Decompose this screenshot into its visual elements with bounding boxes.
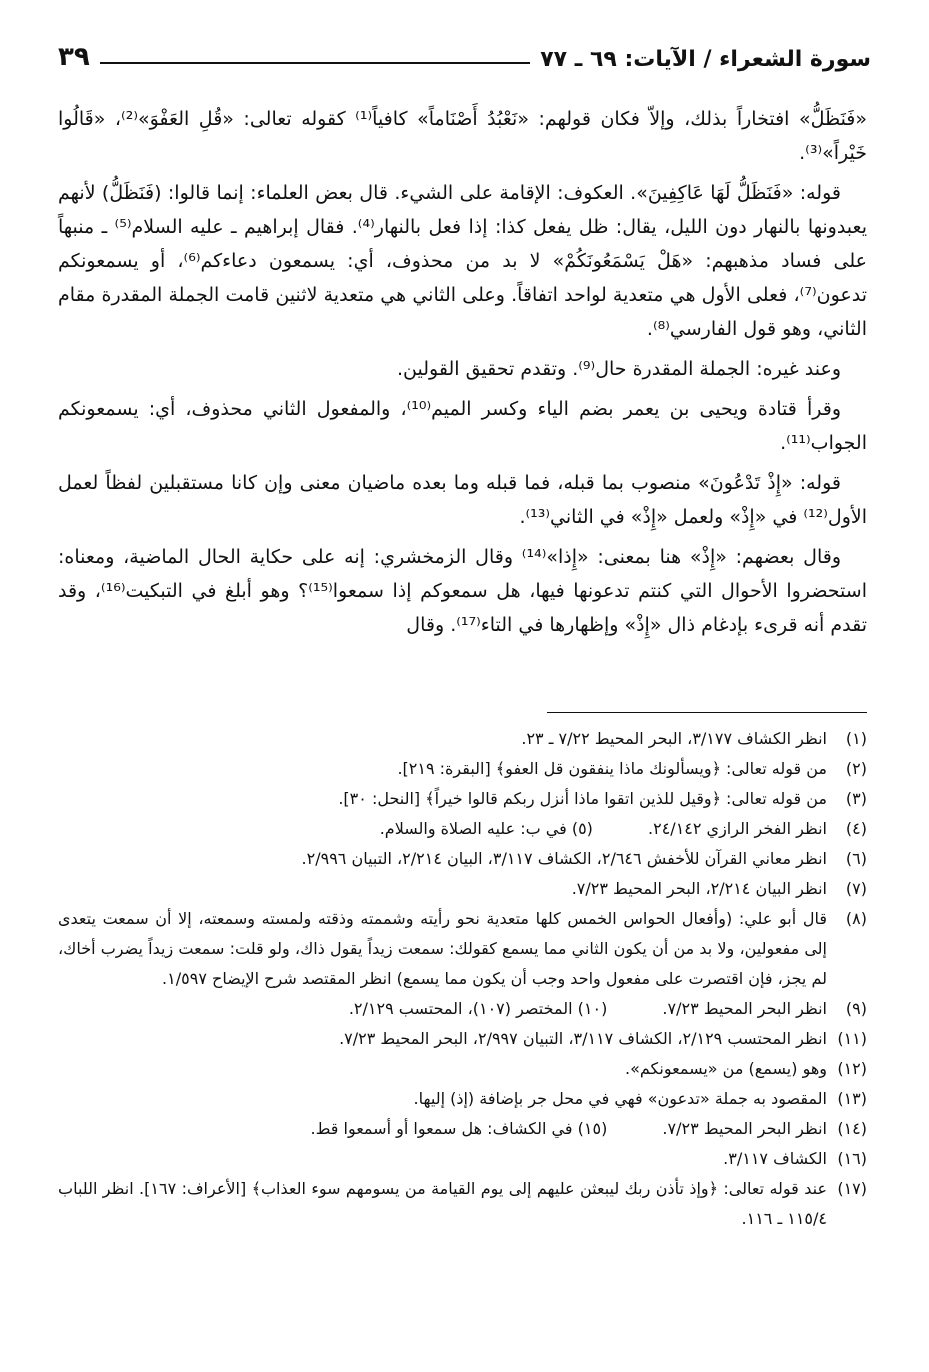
footnote	[58, 874, 867, 904]
footnote-number: (١٥)	[577, 1119, 608, 1138]
footnote-number: (٣)	[845, 789, 867, 808]
footnote	[58, 784, 867, 814]
footnote-number: (٩)	[845, 999, 867, 1018]
page-header	[58, 36, 871, 72]
footnote-text: انظر البحر المحيط ٧/٢٣.	[662, 1119, 827, 1138]
footnotes	[58, 724, 867, 1234]
footnote	[58, 814, 867, 844]
footnote-number: (١٧)	[837, 1179, 867, 1198]
paragraph: وعند غيره: الجملة المقدرة حال⁽⁹⁾. وتقدم تحقيق القولين.	[397, 358, 841, 380]
footnote	[58, 904, 867, 994]
footnote	[58, 994, 867, 1024]
footnote-text: قال أبو علي: (وأفعال الحواس الخمس كلها متعدية نحو رأيته وشممته وذقته ولمسته وسمعته، إلا أن سمعت يتعدى إلى مفعولين، ولا بد من أن يكون الثاني مما يسمع كقولك: سمعت زيداً يقول ذاك، ولو قلت: سمعت زيداً يضرب أخاك، لم يجز، فإن اقتصرت على مفعول واحد وجب أن يكون مما يسمع) انظر المقتصد شرح الإيضاح ١/٥٩٧.	[58, 909, 827, 988]
footnote-number: (٥)	[571, 819, 593, 838]
footnote-number: (١١)	[837, 1029, 867, 1048]
page-number: ٣٩	[58, 42, 90, 72]
footnote	[58, 724, 867, 754]
footnote-number: (٧)	[845, 879, 867, 898]
footnote	[58, 1084, 867, 1114]
footnote-number: (١٠)	[577, 999, 608, 1018]
footnote-number: (٨)	[845, 909, 867, 928]
footnote-text: من قوله تعالى: ﴿وقيل للذين اتقوا ماذا أنزل ربكم قالوا خيراً﴾ [النحل: ٣٠].	[338, 789, 827, 808]
footnote-number: (٦)	[845, 849, 867, 868]
footnote	[58, 1054, 867, 1084]
footnote-text: انظر الفخر الرازي ٢٤/١٤٢.	[648, 819, 827, 838]
footnote-text: وهو (يسمع) من «يسمعونكم».	[625, 1059, 827, 1078]
footnote	[58, 1174, 867, 1234]
footnote	[58, 1114, 867, 1144]
footnote-text: من قوله تعالى: ﴿ويسألونك ماذا ينفقون قل العفو﴾ [البقرة: ٢١٩].	[397, 759, 827, 778]
running-title: سورة الشعراء / الآيات: ٦٩ ـ ٧٧	[540, 47, 871, 72]
footnote-text: انظر الكشاف ٣/١٧٧، البحر المحيط ٧/٢٢ ـ ٢٣.	[521, 729, 827, 748]
footnote-text: الكشاف ٣/١١٧.	[723, 1149, 827, 1168]
main-text	[58, 102, 867, 648]
footnote	[58, 1024, 867, 1054]
footnote-number: (٢)	[845, 759, 867, 778]
footnote	[58, 844, 867, 874]
footnote	[58, 1144, 867, 1174]
paragraph: وقرأ قتادة ويحيى بن يعمر بضم الياء وكسر الميم⁽¹⁰⁾، والمفعول الثاني محذوف، أي: يسمعونكم الجواب⁽¹¹⁾.	[58, 398, 867, 454]
footnote-text: انظر معاني القرآن للأخفش ٢/٦٤٦، الكشاف ٣/١١٧، البيان ٢/٢١٤، التبيان ٢/٩٩٦.	[301, 849, 827, 868]
paragraph: وقال بعضهم: «إِذْ» هنا بمعنى: «إِذا»⁽¹⁴⁾ وقال الزمخشري: إنه على حكاية الحال الماضية، ومعناه: استحضروا الأحوال التي كنتم تدعونها فيها، هل سمعوكم إذا سمعوا⁽¹⁵⁾؟ وهو أبلغ في التبكيت⁽¹⁶⁾، وقد تقدم أنه قرىء بإدغام ذال «إِذْ» وإظهارها في التاء⁽¹⁷⁾. وقال	[58, 546, 867, 636]
footnote-text: المقصود به جملة «تدعون» فهي في محل جر بإضافة (إذ) إليها.	[413, 1089, 827, 1108]
footnote	[58, 754, 867, 784]
header-rule	[100, 62, 531, 64]
footnote-text: انظر البيان ٢/٢١٤، البحر المحيط ٧/٢٣.	[571, 879, 827, 898]
footnote-text: عند قوله تعالى: ﴿وإذ تأذن ربك ليبعثن عليهم إلى يوم القيامة من يسومهم سوء العذاب﴾ [الأعراف: ١٦٧]. انظر اللباب ١١٥/٤ ـ ١١٦.	[58, 1179, 828, 1228]
footnote-text: المختصر (١٠٧)، المحتسب ٢/١٢٩.	[348, 999, 573, 1018]
footnote-text: في الكشاف: هل سمعوا أو أسمعوا قط.	[310, 1119, 573, 1138]
footnote-text: انظر البحر المحيط ٧/٢٣.	[662, 999, 827, 1018]
footnote-number: (١٤)	[837, 1119, 867, 1138]
footnote-number: (١٢)	[837, 1059, 867, 1078]
footnote-text: انظر المحتسب ٢/١٢٩، الكشاف ٣/١١٧، التبيان ٢/٩٩٧، البحر المحيط ٧/٢٣.	[339, 1029, 827, 1048]
footnote-number: (١٣)	[837, 1089, 867, 1108]
footnote-separator	[547, 712, 867, 713]
footnote-number: (٤)	[845, 819, 867, 838]
footnote-number: (١٦)	[837, 1149, 867, 1168]
paragraph: قوله: «فَنَظَلُّ لَهَا عَاكِفِينَ». العكوف: الإقامة على الشيء. قال بعض العلماء: إنما قالوا: (فَنَظَلُّ) لأنهم يعبدونها بالنهار دون الليل، يقال: ظل يفعل كذا: إذا فعل بالنهار⁽⁴⁾. فقال إبراهيم ـ عليه السلام⁽⁵⁾ ـ منبهاً على فساد مذهبهم: «هَلْ يَسْمَعُونَكُمْ» لا بد من محذوف، أي: يسمعون دعاءكم⁽⁶⁾، أو يسمعونكم تدعون⁽⁷⁾، فعلى الأول هي متعدية لواحد اتفاقاً. وعلى الثاني هي متعدية لاثنين قامت الجملة المقدرة مقام الثاني، وهو قول الفارسي⁽⁸⁾.	[58, 182, 868, 340]
footnote-number: (١)	[845, 729, 867, 748]
paragraph: «فَنَظَلُّ» افتخاراً بذلك، وإلاّ فكان قولهم: «نَعْبُدُ أَصْنَاماً» كافياً⁽¹⁾ كقوله تعالى: «قُلِ العَفْوَ»⁽²⁾، «قَالُوا خَيْراً»⁽³⁾.	[58, 108, 868, 164]
footnote-text: في ب: عليه الصلاة والسلام.	[379, 819, 567, 838]
paragraph: قوله: «إِذْ تَدْعُونَ» منصوب بما قبله، فما قبله وما بعده ماضيان معنى وإن كانا مستقبلين لفظاً لعمل الأول⁽¹²⁾ في «إِذْ» ولعمل «إِذْ» في الثاني⁽¹³⁾.	[58, 472, 867, 528]
